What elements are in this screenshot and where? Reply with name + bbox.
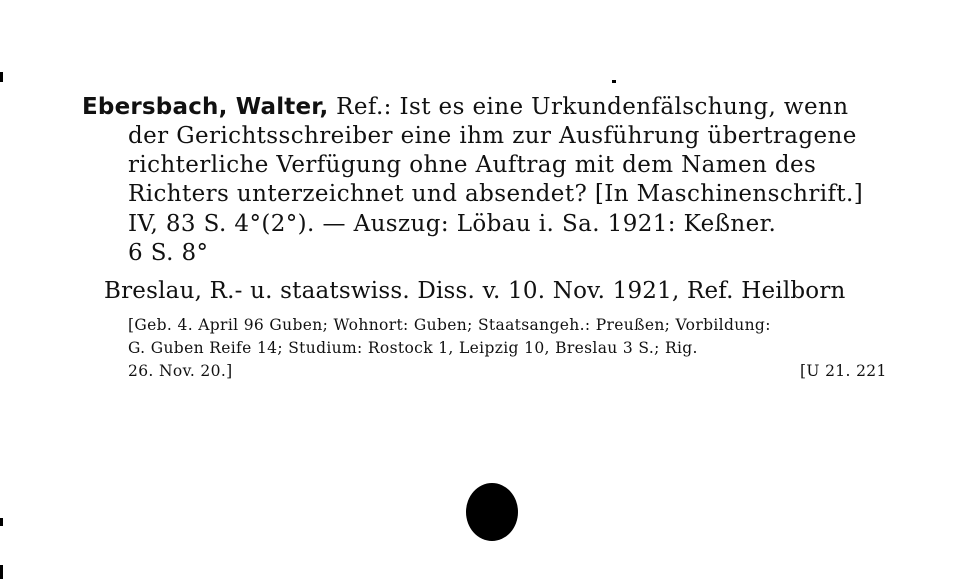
author-name: Ebersbach, Walter,	[82, 94, 329, 120]
entry-line-4: Richters unterzeichnet und absendet? [In Maschinenschrift.]	[128, 181, 864, 207]
catalog-reference: [U 21. 221	[800, 362, 887, 380]
title-line: Ref.: Ist es eine Urkundenfälschung, wenn	[328, 94, 849, 120]
punch-hole	[466, 483, 518, 541]
ink-dot	[612, 80, 616, 83]
entry-line-5: IV, 83 S. 4°(2°). — Auszug: Löbau i. Sa. 1921: Keßner.	[128, 211, 777, 237]
margin-speck	[0, 72, 3, 82]
note-line-3: 26. Nov. 20.]	[128, 362, 233, 380]
entry-line-6: 6 S. 8°	[128, 240, 209, 266]
entry-line-2: der Gerichtsschreiber eine ihm zur Ausführung übertragene	[128, 123, 857, 149]
note-line-2: G. Guben Reife 14; Studium: Rostock 1, Leipzig 10, Breslau 3 S.; Rig.	[128, 339, 698, 357]
university-line: Breslau, R.- u. staatswiss. Diss. v. 10. Nov. 1921, Ref. Heilborn	[104, 278, 846, 304]
margin-speck	[0, 518, 3, 526]
note-line-1: [Geb. 4. April 96 Guben; Wohnort: Guben; Staatsangeh.: Preußen; Vorbildung:	[128, 316, 771, 334]
entry-line-3: richterliche Verfügung ohne Auftrag mit dem Namen des	[128, 152, 817, 178]
entry-line-1	[82, 94, 848, 121]
margin-speck	[0, 565, 3, 579]
